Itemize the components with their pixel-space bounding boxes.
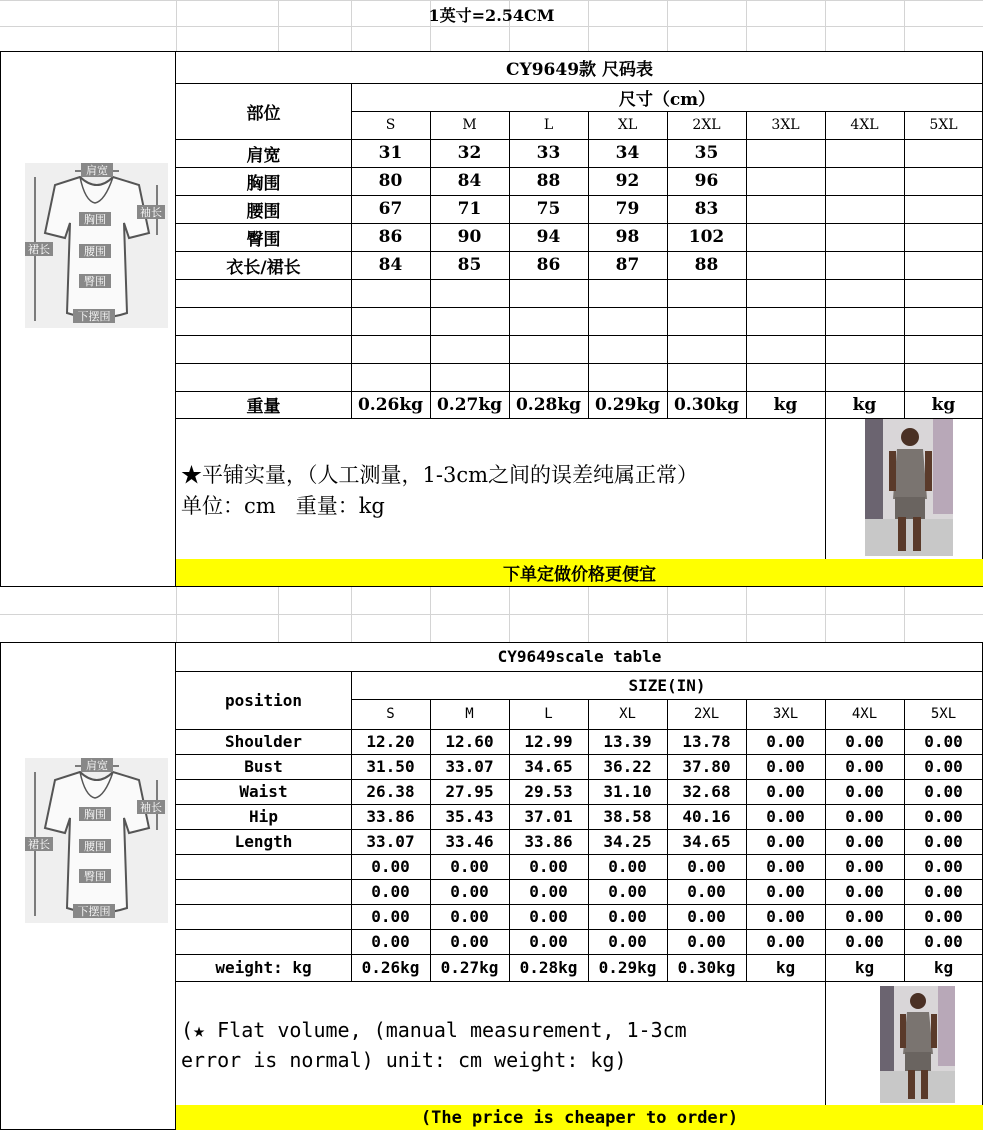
- table-cell: [746, 167, 825, 195]
- table-cell: 0.00: [924, 732, 963, 751]
- table-cell: 31.10: [603, 782, 652, 801]
- size-header: 4XL: [851, 706, 878, 722]
- weight-cell: 0.30kg: [677, 958, 736, 977]
- table-cell: 0.00: [845, 732, 884, 751]
- sheet-gridline: [509, 587, 510, 643]
- table-cell: 12.99: [524, 732, 573, 751]
- table-cell: 34.25: [603, 832, 652, 851]
- table-cell: 96: [694, 171, 719, 191]
- table-cell: [746, 195, 825, 223]
- row-label: [176, 879, 351, 904]
- table-cell: [351, 307, 430, 335]
- table-cell: 67: [378, 199, 403, 219]
- size-header: M: [465, 706, 474, 722]
- table-cell: [825, 139, 904, 167]
- row-label: [176, 307, 351, 335]
- diagram-label-shoulder: 肩宽: [86, 164, 108, 177]
- table-cell: 40.16: [682, 807, 731, 826]
- table-cell: 0.00: [529, 907, 568, 926]
- table-cell: 0.00: [529, 882, 568, 901]
- diagram-label-length: 裙长: [28, 243, 50, 256]
- table-cell: 0.00: [845, 857, 884, 876]
- frame-line: [0, 642, 1, 1129]
- diagram-label-waist: 腰围: [84, 840, 106, 853]
- dress-measure-diagram-en: [25, 758, 168, 923]
- table-cell: [509, 363, 588, 391]
- table-cell: 0.00: [371, 907, 410, 926]
- diagram-label-sleeve: 袖长: [140, 206, 162, 219]
- weight-cell: kg: [773, 394, 798, 415]
- diagram-label-hem: 下摆围: [77, 905, 111, 918]
- table-cell: 94: [536, 227, 561, 247]
- table-cell: [430, 307, 509, 335]
- table-cell: 37.80: [682, 757, 731, 776]
- table-cell: 36.22: [603, 757, 652, 776]
- table-cell: 0.00: [450, 907, 489, 926]
- table-cell: 79: [615, 199, 640, 219]
- row-label: 臀围: [246, 229, 281, 250]
- table-cell: 0.00: [766, 732, 805, 751]
- table-cell: [904, 363, 983, 391]
- note-en-line1: (★ Flat volume, (manual measurement, 1-3cm: [181, 1018, 687, 1042]
- diagram-label-hip: 臀围: [84, 275, 106, 288]
- table-line: [825, 418, 826, 559]
- table-cell: 0.00: [608, 907, 647, 926]
- note-en-line2: error is normal) unit: cm weight: kg): [181, 1048, 627, 1072]
- table-cell: 86: [536, 255, 561, 275]
- table-cell: 37.01: [524, 807, 573, 826]
- table-cell: [509, 335, 588, 363]
- table-cell: [825, 167, 904, 195]
- table-cell: 0.00: [924, 782, 963, 801]
- table-line: [176, 981, 983, 982]
- size-header: S: [386, 706, 395, 722]
- table-cell: [351, 279, 430, 307]
- table-cell: 0.00: [924, 807, 963, 826]
- table-cell: [588, 307, 667, 335]
- table-cell: 0.00: [845, 757, 884, 776]
- table-cell: 0.00: [371, 932, 410, 951]
- table-cell: 0.00: [687, 882, 726, 901]
- diagram-label-sleeve: 袖长: [140, 801, 162, 814]
- table-cell: 0.00: [766, 832, 805, 851]
- weight-cell: kg: [931, 394, 956, 415]
- sheet-gridline: [904, 587, 905, 643]
- sheet-gridline: [667, 587, 668, 643]
- table-cell: [746, 335, 825, 363]
- table-cell: 0.00: [766, 782, 805, 801]
- table-line: [825, 981, 826, 1105]
- weight-cell: kg: [933, 958, 954, 977]
- size-header: L: [543, 117, 554, 133]
- table-cell: 0.00: [924, 882, 963, 901]
- sheet-gridline: [430, 587, 431, 643]
- size-header: M: [462, 117, 477, 133]
- table-cell: 0.00: [687, 857, 726, 876]
- table-cell: 0.00: [687, 907, 726, 926]
- sheet-gridline: [588, 587, 589, 643]
- table-cell: 33: [536, 143, 561, 163]
- table-cell: 31.50: [366, 757, 415, 776]
- table-cell: [825, 223, 904, 251]
- table-cell: 0.00: [766, 807, 805, 826]
- table-cell: [667, 279, 746, 307]
- table-title: CY9649款 尺码表: [506, 59, 653, 80]
- table-cell: 0.00: [845, 807, 884, 826]
- sheet-gridline: [0, 26, 983, 27]
- table-cell: 85: [457, 255, 482, 275]
- row-label: Shoulder: [224, 732, 303, 751]
- table-cell: [746, 279, 825, 307]
- table-cell: [904, 139, 983, 167]
- table-cell: [667, 335, 746, 363]
- row-label: [176, 335, 351, 363]
- weight-cell: 0.29kg: [594, 394, 661, 415]
- table-cell: 86: [378, 227, 403, 247]
- table-cell: 26.38: [366, 782, 415, 801]
- weight-cell: 0.27kg: [436, 394, 503, 415]
- frame-line: [0, 51, 1, 586]
- size-header: 2XL: [693, 706, 720, 722]
- table-cell: 87: [615, 255, 640, 275]
- table-cell: 0.00: [766, 757, 805, 776]
- table-cell: 33.07: [366, 832, 415, 851]
- table-cell: 71: [457, 199, 482, 219]
- row-label: Bust: [244, 757, 283, 776]
- row-label: 肩宽: [246, 145, 281, 166]
- table-cell: 0.00: [529, 857, 568, 876]
- table-line: [176, 418, 983, 419]
- table-cell: [430, 363, 509, 391]
- table-cell: 0.00: [845, 782, 884, 801]
- table-cell: [904, 167, 983, 195]
- row-label: [176, 363, 351, 391]
- table-cell: 32: [457, 143, 482, 163]
- table-cell: 35: [694, 143, 719, 163]
- table-cell: 0.00: [924, 757, 963, 776]
- table-cell: 33.46: [445, 832, 494, 851]
- table-cell: 84: [457, 171, 482, 191]
- table-cell: 0.00: [845, 832, 884, 851]
- table-cell: 34.65: [682, 832, 731, 851]
- product-photo-en: [880, 986, 955, 1103]
- size-header: 3XL: [771, 117, 800, 133]
- table-cell: [746, 307, 825, 335]
- weight-cell: 0.28kg: [519, 958, 578, 977]
- table-cell: [746, 251, 825, 279]
- sheet-gridline: [746, 587, 747, 643]
- table-cell: 32.68: [682, 782, 731, 801]
- table-cell: [588, 279, 667, 307]
- unit-header: SIZE(IN): [628, 675, 706, 695]
- table-cell: 0.00: [845, 882, 884, 901]
- order-banner-en: (The price is cheaper to order): [420, 1107, 739, 1128]
- size-header: 2XL: [692, 117, 721, 133]
- diagram-label-length: 裙长: [28, 838, 50, 851]
- diagram-label-hem: 下摆围: [77, 310, 111, 323]
- sheet-gridline: [825, 587, 826, 643]
- frame-line: [0, 586, 983, 587]
- weight-cell: 0.29kg: [598, 958, 657, 977]
- note-cn-line1: ★平铺实量，（人工测量，1-3cm之间的误差纯属正常）: [181, 463, 698, 487]
- table-cell: 0.00: [766, 907, 805, 926]
- row-label: Length: [234, 832, 293, 851]
- product-photo-cn: [865, 419, 953, 556]
- table-cell: 0.00: [371, 857, 410, 876]
- unit-header: 尺寸（cm）: [618, 89, 716, 110]
- row-label: [176, 904, 351, 929]
- size-header: 5XL: [929, 117, 958, 133]
- table-cell: 80: [378, 171, 403, 191]
- table-cell: 12.20: [366, 732, 415, 751]
- table-cell: [825, 195, 904, 223]
- table-cell: 88: [536, 171, 561, 191]
- table-cell: [509, 307, 588, 335]
- diagram-label-shoulder: 肩宽: [86, 759, 108, 772]
- size-header: XL: [619, 706, 636, 722]
- weight-cell: 0.26kg: [361, 958, 420, 977]
- table-cell: 38.58: [603, 807, 652, 826]
- table-cell: [351, 335, 430, 363]
- size-header: XL: [617, 117, 638, 133]
- weight-cell: 0.28kg: [515, 394, 582, 415]
- table-cell: 0.00: [608, 857, 647, 876]
- weight-cell: 0.30kg: [673, 394, 740, 415]
- table-cell: 33.86: [524, 832, 573, 851]
- table-cell: [509, 279, 588, 307]
- table-cell: 12.60: [445, 732, 494, 751]
- table-cell: 0.00: [924, 832, 963, 851]
- size-header: 4XL: [850, 117, 879, 133]
- diagram-label-hip: 臀围: [84, 870, 106, 883]
- table-cell: [825, 363, 904, 391]
- note-cn-line2: 单位：cm 重量：kg: [181, 494, 385, 518]
- table-cell: 0.00: [766, 932, 805, 951]
- table-cell: 98: [615, 227, 640, 247]
- table-cell: 35.43: [445, 807, 494, 826]
- table-cell: 0.00: [924, 907, 963, 926]
- table-cell: [904, 307, 983, 335]
- table-cell: [351, 363, 430, 391]
- table-cell: [904, 335, 983, 363]
- table-cell: 0.00: [371, 882, 410, 901]
- table-cell: 0.00: [450, 932, 489, 951]
- row-label: [176, 854, 351, 879]
- row-label: 胸围: [246, 173, 281, 194]
- table-cell: 0.00: [924, 857, 963, 876]
- size-header: S: [385, 117, 396, 133]
- table-cell: [430, 279, 509, 307]
- order-banner-cn: 下单定做价格更便宜: [503, 565, 656, 585]
- table-cell: [825, 307, 904, 335]
- size-header: 5XL: [930, 706, 957, 722]
- table-cell: [588, 363, 667, 391]
- sheet-gridline: [0, 0, 983, 1]
- table-cell: 0.00: [450, 857, 489, 876]
- diagram-label-chest: 胸围: [84, 808, 106, 821]
- size-header: 3XL: [772, 706, 799, 722]
- part-column-header: 部位: [246, 103, 281, 124]
- table-cell: 0.00: [529, 932, 568, 951]
- table-cell: [746, 139, 825, 167]
- table-cell: 0.00: [845, 932, 884, 951]
- table-cell: [746, 223, 825, 251]
- weight-label: weight: kg: [215, 958, 312, 977]
- table-cell: 33.07: [445, 757, 494, 776]
- table-cell: 88: [694, 255, 719, 275]
- sheet-gridline: [278, 587, 279, 643]
- table-cell: 0.00: [450, 882, 489, 901]
- table-cell: 29.53: [524, 782, 573, 801]
- row-label: [176, 929, 351, 954]
- table-cell: 102: [688, 227, 725, 247]
- weight-cell: kg: [854, 958, 875, 977]
- table-cell: [904, 195, 983, 223]
- table-cell: [430, 335, 509, 363]
- table-cell: [588, 335, 667, 363]
- table-cell: 0.00: [845, 907, 884, 926]
- table-cell: 84: [378, 255, 403, 275]
- row-label: 腰围: [246, 201, 281, 222]
- weight-label: 重量: [246, 397, 281, 417]
- table-cell: [746, 363, 825, 391]
- table-cell: [904, 223, 983, 251]
- table-cell: [904, 279, 983, 307]
- table-cell: 92: [615, 171, 640, 191]
- row-label: [176, 279, 351, 307]
- table-cell: [904, 251, 983, 279]
- table-cell: 0.00: [924, 932, 963, 951]
- table-title: CY9649scale table: [497, 647, 662, 666]
- table-cell: [825, 279, 904, 307]
- diagram-label-chest: 胸围: [84, 213, 106, 226]
- table-cell: 0.00: [687, 932, 726, 951]
- table-cell: [667, 307, 746, 335]
- table-cell: [667, 363, 746, 391]
- weight-cell: 0.26kg: [357, 394, 424, 415]
- row-label: Waist: [239, 782, 288, 801]
- inch-conversion-note: 1英寸=2.54CM: [428, 5, 555, 25]
- row-label: Hip: [249, 807, 278, 826]
- table-cell: 33.86: [366, 807, 415, 826]
- table-cell: 90: [457, 227, 482, 247]
- table-cell: 83: [694, 199, 719, 219]
- row-label: 衣长/裙长: [226, 257, 301, 278]
- table-cell: 0.00: [608, 932, 647, 951]
- sheet-gridline: [351, 587, 352, 643]
- table-cell: 34.65: [524, 757, 573, 776]
- size-header: L: [544, 706, 553, 722]
- table-cell: 0.00: [608, 882, 647, 901]
- weight-cell: kg: [852, 394, 877, 415]
- table-cell: 0.00: [766, 857, 805, 876]
- weight-cell: 0.27kg: [440, 958, 499, 977]
- table-cell: [825, 335, 904, 363]
- sheet-gridline: [176, 587, 177, 643]
- weight-cell: kg: [775, 958, 796, 977]
- table-cell: 27.95: [445, 782, 494, 801]
- dress-measure-diagram-cn: [25, 163, 168, 328]
- part-column-header: position: [224, 690, 303, 710]
- sheet-gridline: [0, 614, 983, 615]
- diagram-label-waist: 腰围: [84, 245, 106, 258]
- table-cell: [825, 251, 904, 279]
- table-cell: 31: [378, 143, 403, 163]
- table-cell: 0.00: [766, 882, 805, 901]
- table-cell: 75: [536, 199, 561, 219]
- table-cell: 34: [615, 143, 640, 163]
- table-cell: 13.78: [682, 732, 731, 751]
- table-cell: 13.39: [603, 732, 652, 751]
